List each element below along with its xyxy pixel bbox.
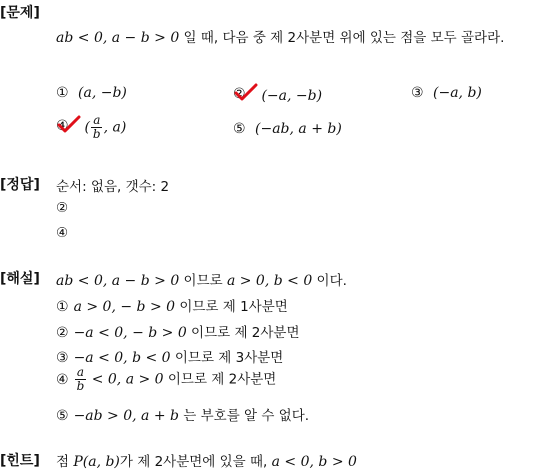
- option-number: ③: [411, 85, 424, 101]
- solution-number: ③: [56, 350, 69, 366]
- option-expression: (−a, b): [433, 85, 482, 101]
- problem-text: 일 때, 다음 중 제 2사분면 위에 있는 점을 모두 골라라.: [179, 30, 505, 46]
- solution-text: 는 부호를 알 수 없다.: [178, 408, 310, 424]
- solution-line: [56, 321, 300, 341]
- problem-tag: [문제]: [0, 5, 40, 21]
- option-number: ⑤: [233, 121, 246, 137]
- option-expression: (−a, −b): [261, 88, 323, 104]
- fraction: [75, 366, 87, 393]
- solution-text: 이므로 제 1사분면: [175, 299, 288, 315]
- solution-number: ⑤: [56, 408, 69, 424]
- solution-line: [56, 404, 309, 424]
- option-5[interactable]: [233, 121, 342, 137]
- hint-text: 가 제 2사분면에 있을 때,: [119, 454, 272, 470]
- answer-item: ④: [56, 225, 69, 241]
- hint-text: 점: [56, 454, 74, 470]
- fraction-denominator: b: [92, 127, 101, 141]
- answer-tag: [정답]: [0, 177, 40, 193]
- solution-number: ①: [56, 299, 69, 315]
- solution-text: 이므로 제 2사분면: [163, 371, 277, 388]
- option-expression-head: (: [84, 119, 90, 136]
- option-expression: (a, −b): [78, 85, 127, 101]
- option-number: ④: [56, 117, 69, 134]
- solution-text: 이다.: [312, 273, 347, 289]
- solution-math: −a < 0, b < 0: [73, 350, 171, 366]
- fraction: [91, 114, 103, 141]
- solution-math: a > 0, b < 0: [226, 273, 313, 289]
- problem-statement: [56, 26, 504, 46]
- option-1[interactable]: [56, 85, 127, 101]
- fraction-numerator: a: [76, 365, 84, 379]
- problem-condition: ab < 0, a − b > 0: [56, 30, 180, 46]
- hint-tag: [힌트]: [0, 453, 40, 469]
- option-2[interactable]: [233, 85, 322, 104]
- solution-math: a > 0, − b > 0: [73, 299, 176, 315]
- solution-text: 이므로 제 2사분면: [186, 325, 300, 341]
- option-number: ②: [233, 86, 246, 102]
- fraction-denominator: b: [76, 379, 85, 393]
- hint-math: P(a, b): [73, 454, 120, 470]
- hint-line: [56, 450, 357, 470]
- fraction-numerator: a: [93, 113, 101, 127]
- solution-number: ④: [56, 371, 69, 388]
- solution-text: 이므로: [179, 273, 227, 289]
- solution-math: −a < 0, − b > 0: [73, 325, 187, 341]
- solution-line: [56, 346, 283, 366]
- solution-math: < 0, a > 0: [91, 371, 164, 388]
- option-4[interactable]: [56, 114, 126, 141]
- solution-line: [56, 269, 347, 289]
- solution-line: [56, 295, 288, 315]
- solution-math: −ab > 0, a + b: [73, 408, 179, 424]
- checkmark-icon: [56, 117, 80, 135]
- solution-number: ②: [56, 325, 69, 341]
- option-expression: (−ab, a + b): [255, 121, 342, 137]
- solution-line: [56, 366, 276, 393]
- option-3[interactable]: [411, 85, 482, 101]
- answer-summary: 순서: 없음, 갯수: 2: [56, 179, 170, 195]
- option-expression-tail: , a): [103, 119, 127, 136]
- hint-math: a < 0, b > 0: [271, 454, 357, 470]
- solution-math: ab < 0, a − b > 0: [56, 273, 180, 289]
- solution-tag: [해설]: [0, 271, 40, 287]
- option-number: ①: [56, 85, 69, 101]
- answer-item: ②: [56, 200, 69, 216]
- checkmark-icon: [233, 85, 257, 103]
- solution-text: 이므로 제 3사분면: [170, 350, 284, 366]
